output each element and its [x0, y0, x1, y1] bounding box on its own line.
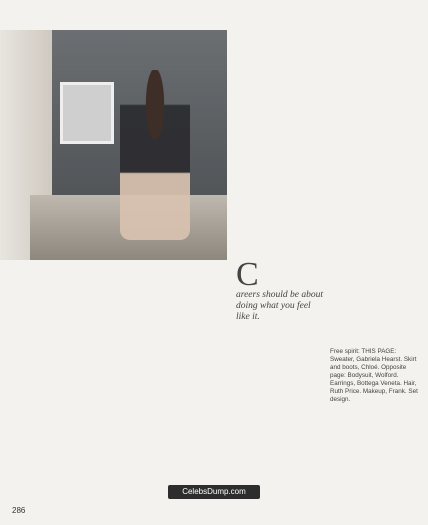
article-text-upper	[229, 30, 425, 293]
editorial-photo	[0, 30, 227, 260]
watermark: CelebsDump.com	[168, 485, 260, 499]
photo-subject	[120, 70, 190, 240]
page-number: 286	[12, 506, 26, 515]
photo-picture-frame	[60, 82, 114, 144]
pull-quote-dropcap: C	[236, 256, 259, 293]
pull-quote-text: areers should be about doing what you feel like it.	[236, 290, 323, 322]
photo-credits: Free spirit: THIS PAGE: Sweater, Gabriela Hearst. Skirt and boots, Chloé. Opposite page: Bodysuit, Wolford. Earrings, Bottega Veneta. Hair, Ruth Price. Makeup, Frank. Set design.	[330, 348, 418, 403]
